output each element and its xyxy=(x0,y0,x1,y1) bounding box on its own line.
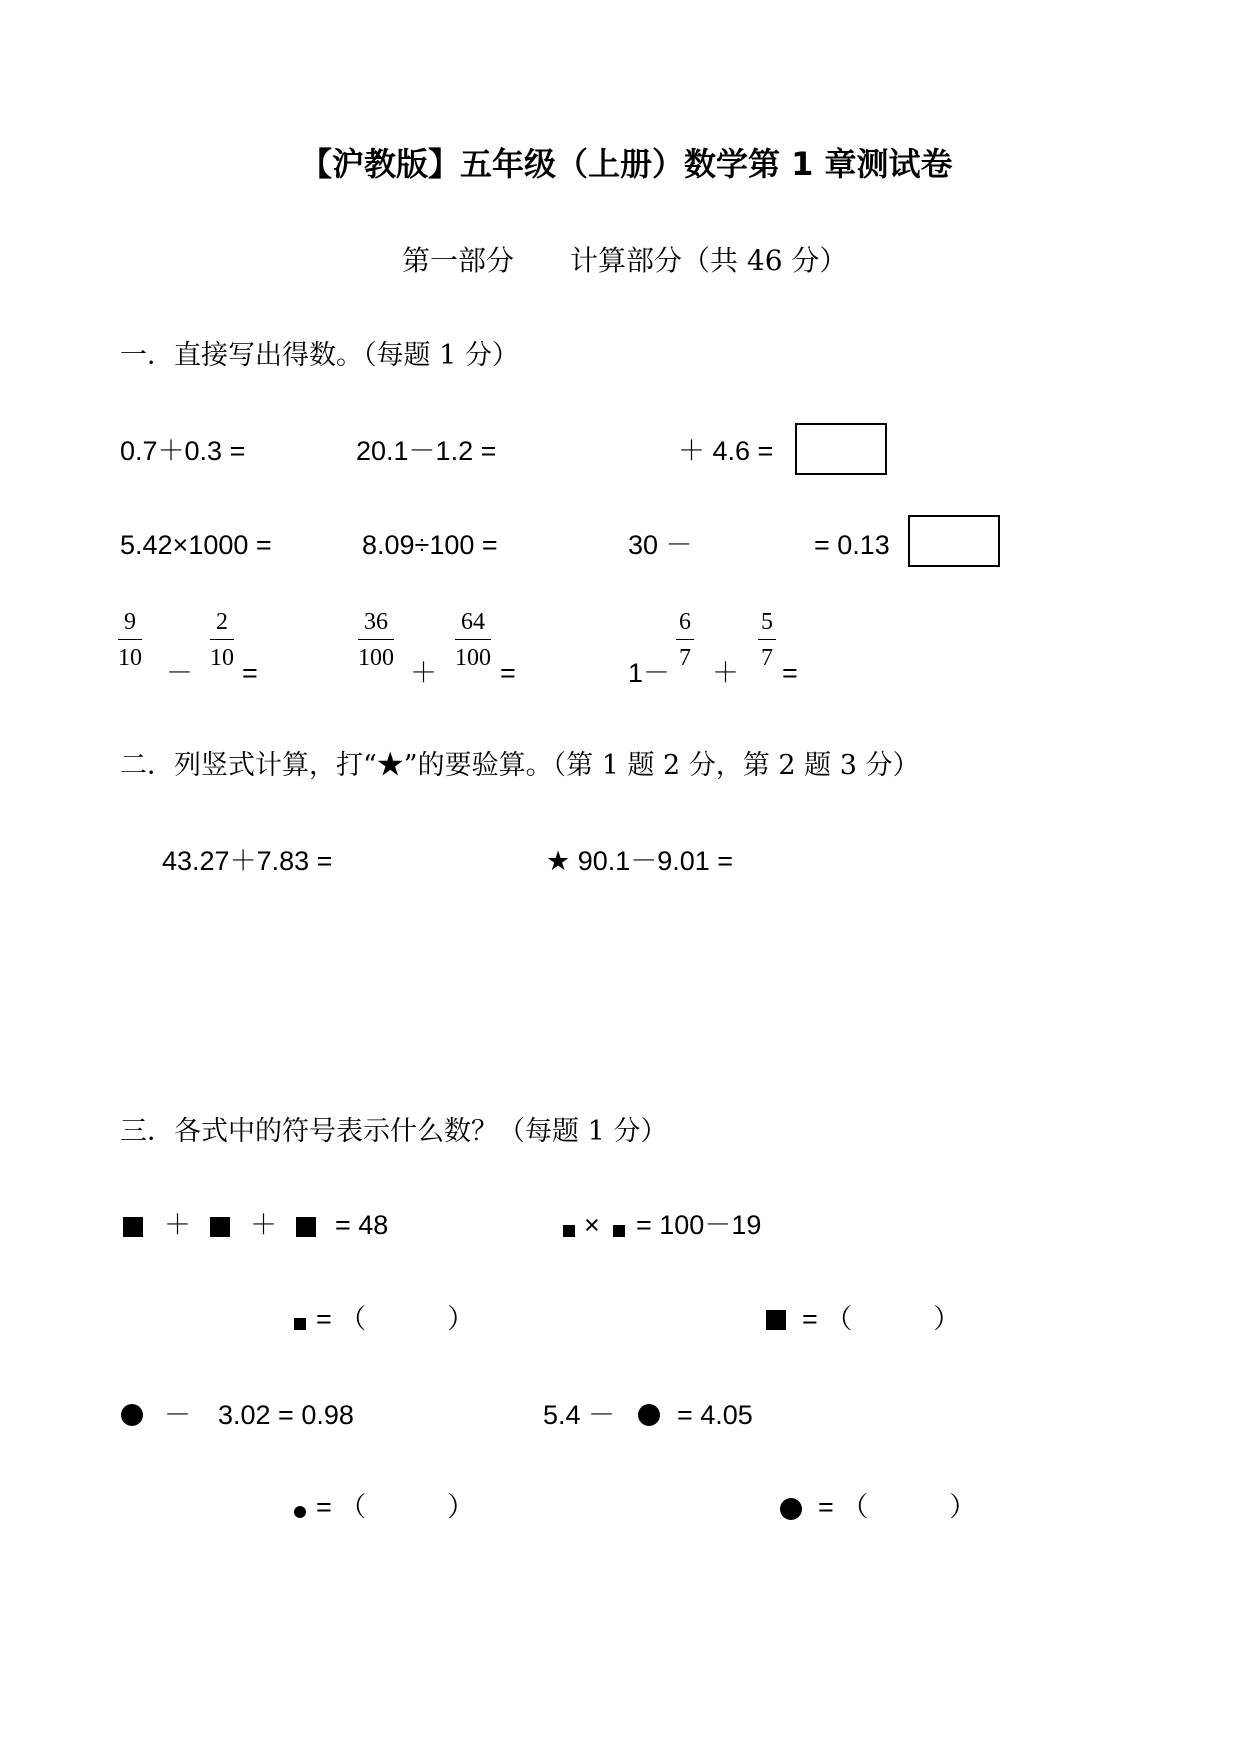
fraction-2-10 xyxy=(210,610,234,670)
expr-1-1: 0.7＋0.3 = xyxy=(120,436,246,466)
plus-sign: ＋ xyxy=(250,1210,277,1240)
vertical-calc-1: 43.27＋7.83 = xyxy=(162,846,333,876)
answer-box-1[interactable] xyxy=(795,423,887,475)
answer-blank-2[interactable]: = （ ） xyxy=(802,1304,961,1334)
fraction-denominator: 10 xyxy=(118,645,142,671)
expr-2-3b: = 0.13 xyxy=(814,530,890,560)
fraction-numerator: 64 xyxy=(455,610,491,640)
expr-2-1: 5.42×1000 = xyxy=(120,530,272,560)
fraction-numerator: 9 xyxy=(118,610,142,640)
small-square-symbol xyxy=(294,1318,306,1330)
expr-1-3: ＋ 4.6 = xyxy=(678,436,774,466)
vertical-calc-2: ★ 90.1－9.01 = xyxy=(546,846,734,876)
answer-blank-1[interactable]: = （ ） xyxy=(316,1304,475,1334)
section2-heading: 二．列竖式计算，打“★”的要验算。（第 1 题 2 分，第 2 题 3 分） xyxy=(120,750,920,781)
expr-1-2: 20.1－1.2 = xyxy=(356,436,497,466)
minus-sign: － xyxy=(166,658,193,688)
part-heading: 第一部分 计算部分（共 46 分） xyxy=(402,244,848,277)
page-title: 【沪教版】五年级（上册）数学第 1 章测试卷 xyxy=(300,145,953,183)
plus-sign: ＋ xyxy=(410,658,437,688)
square-symbol xyxy=(210,1217,230,1237)
fraction-denominator: 100 xyxy=(455,645,491,671)
fraction-denominator: 7 xyxy=(761,645,773,671)
fraction-9-10 xyxy=(118,610,142,670)
circle-symbol xyxy=(780,1498,802,1520)
equals-sign: = xyxy=(500,658,516,688)
eq2-rhs: = 100－19 xyxy=(636,1210,762,1240)
square-symbol xyxy=(296,1217,316,1237)
fraction-36-100 xyxy=(358,610,394,670)
equals-sign: = xyxy=(242,658,258,688)
fraction-numerator: 36 xyxy=(358,610,394,640)
fraction-6-7 xyxy=(676,610,694,670)
answer-box-2[interactable] xyxy=(908,515,1000,567)
expr-2-2: 8.09÷100 = xyxy=(362,530,498,560)
expr-2-3a: 30 － xyxy=(628,530,693,560)
eq4-rhs: = 4.05 xyxy=(677,1400,753,1430)
circle-symbol xyxy=(121,1404,143,1426)
plus-sign: ＋ xyxy=(164,1210,191,1240)
fraction-numerator: 6 xyxy=(676,610,694,640)
equals-sign: = xyxy=(782,658,798,688)
fraction-denominator: 7 xyxy=(679,645,691,671)
plus-sign: ＋ xyxy=(712,658,739,688)
answer-blank-4[interactable]: = （ ） xyxy=(818,1492,977,1522)
small-circle-symbol xyxy=(294,1506,306,1518)
fraction-numerator: 5 xyxy=(758,610,776,640)
fraction-denominator: 10 xyxy=(210,645,234,671)
section1-heading: 一．直接写出得数。（每题 1 分） xyxy=(120,340,519,371)
eq4-lhs: 5.4 － xyxy=(543,1400,616,1430)
fraction-denominator: 100 xyxy=(358,645,394,671)
small-square-symbol xyxy=(563,1225,575,1237)
fraction-64-100 xyxy=(455,610,491,670)
one-minus: 1－ xyxy=(628,658,671,688)
square-symbol xyxy=(766,1310,786,1330)
square-symbol xyxy=(123,1217,143,1237)
fraction-numerator: 2 xyxy=(210,610,234,640)
eq3-rest: － 3.02 = 0.98 xyxy=(164,1400,354,1430)
section3-heading: 三．各式中的符号表示什么数？（每题 1 分） xyxy=(120,1116,668,1147)
fraction-5-7 xyxy=(758,610,776,670)
eq1-rhs: = 48 xyxy=(335,1210,389,1240)
circle-symbol xyxy=(638,1404,660,1426)
answer-blank-3[interactable]: = （ ） xyxy=(316,1492,475,1522)
small-square-symbol xyxy=(613,1225,625,1237)
times-sign: × xyxy=(584,1210,600,1240)
